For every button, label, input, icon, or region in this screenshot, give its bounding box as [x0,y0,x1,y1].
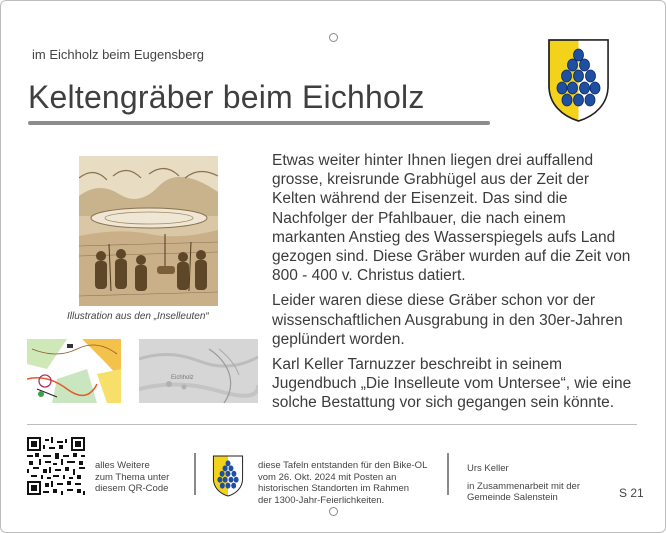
mount-hole-bottom [329,507,338,516]
footer-separator-1 [194,453,196,495]
footer-qr-text: alles Weitere zum Thema unter diesem QR-Code [95,460,170,494]
title-underline [28,121,490,125]
paragraph-2: Leider waren diese diese Gräber schon vor der wissenschaftlichen Ausgrabung in den 30er-Jahren geplündert worden. [272,292,623,348]
page-title: Keltengräber beim Eichholz [28,79,425,115]
relief-map-label: Eichholz [171,375,194,381]
author-name: Urs Keller [467,463,509,474]
paragraph-3: Karl Keller Tarnuzzer beschreibt in seinem Jugendbuch „Die Inselleute vom Untersee“, wie eine solche Bestattung vor sich gegangen sein könnte. [272,356,632,412]
page-number: S 21 [619,486,644,500]
orienteering-map-image [27,339,121,403]
location-subtitle: im Eichholz beim Eugensberg [32,47,204,62]
footer-event-text: diese Tafeln entstanden für den Bike-OL vom 26. Okt. 2024 mit Posten an historischen Standorten im Rahmen der 1300-Jahr-Feierlichkeiten. [258,460,428,506]
coat-of-arms-icon [547,38,610,123]
footer-author: Urs Keller in Zusammenarbeit mit der Gemeinde Salenstein [467,463,607,504]
paragraph-1: Etwas weiter hinter Ihnen liegen drei auffallend grosse, kreisrunde Grabhügel aus der Zeit der Kelten während der Eisenzeit. Das sind die Nachfolger der Pfahlbauer, die nach einem markanten Anstieg des Wasserspiegels aufs Land gezogen sind. Diese Gräber wurden auf die Zeit von 800 - 400 v. Christus datiert. [272,152,631,285]
illustration-caption: Illustration aus den „Inselleuten“ [67,311,209,322]
small-coat-of-arms-icon [212,455,244,497]
illustration-image [79,156,218,306]
footer-separator-2 [447,453,449,495]
mount-hole-top [329,33,338,42]
body-text [272,151,636,419]
footer-divider [27,424,637,425]
relief-map-image [139,339,258,403]
qr-code-icon[interactable] [27,437,85,495]
